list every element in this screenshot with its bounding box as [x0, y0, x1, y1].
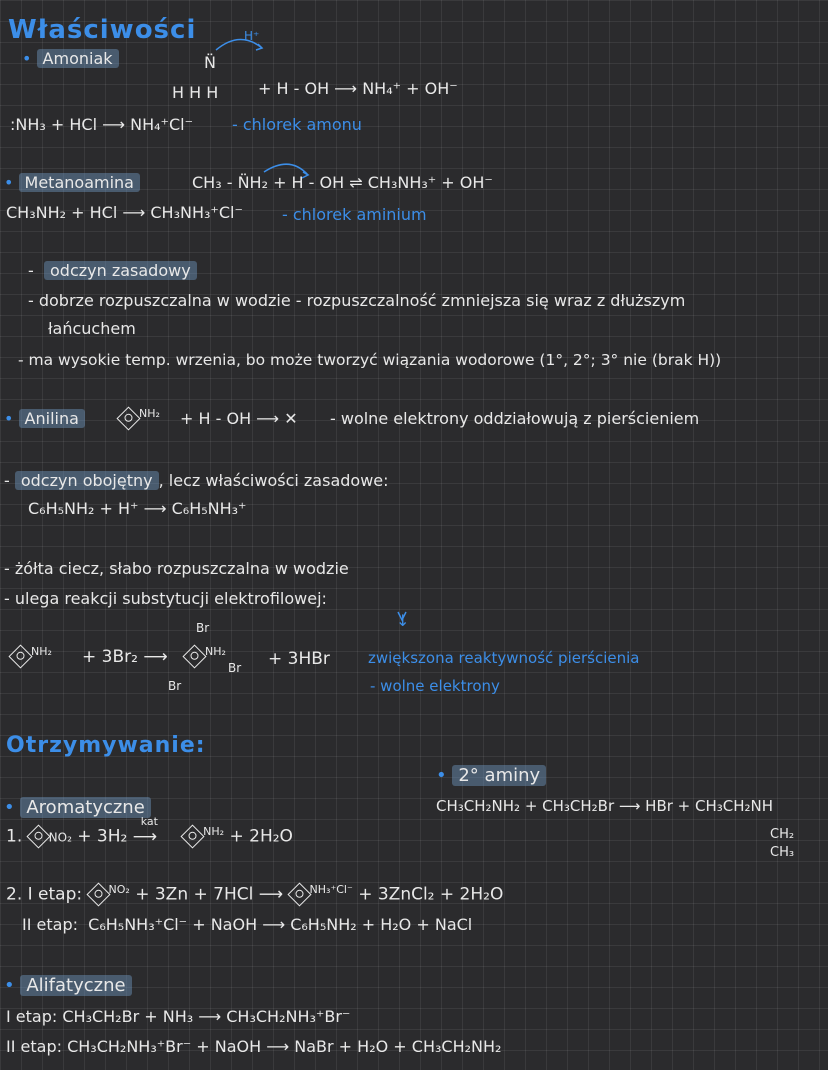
bromination-br-right: Br — [228, 661, 242, 675]
amoniak-reaction: + H - OH ⟶ NH₄⁺ + OH⁻ — [258, 79, 458, 98]
anilina-property-1: - żółta ciecz, słabo rozpuszczalna w wodzie — [4, 559, 349, 578]
benzene-ring-icon — [182, 645, 206, 669]
property-dash-1: - — [28, 261, 34, 280]
benzene-ring-icon — [86, 883, 110, 907]
bromination-reagent: + 3Br₂ ⟶ — [82, 647, 168, 667]
anilina-property-2: - ulega reakcji substytucji elektrofilowej: — [4, 589, 327, 608]
metanoamina-hcl-note: - chlorek aminium — [282, 205, 427, 224]
bromination-br-top: Br — [196, 621, 210, 635]
bromination-note-2: - wolne elektrony — [370, 677, 500, 695]
property-item: - ma wysokie temp. wrzenia, bo może tworzyć wiązania wodorowe (1°, 2°; 3° nie (brak H)) — [18, 351, 722, 369]
amoniak-hcl-note: - chlorek amonu — [232, 115, 362, 134]
property-item: - dobrze rozpuszczalna w wodzie - rozpuszczalność zmniejsza się wraz z dłuższym — [28, 291, 686, 310]
alifatyczne-step-1: I etap: CH₃CH₂Br + NH₃ ⟶ CH₃CH₂NH₃⁺Br⁻ — [6, 1007, 351, 1026]
page-title: Właściwości — [8, 15, 197, 45]
anilina-reaction: + H - OH ⟶ ✕ — [180, 409, 298, 428]
benzene-ring-icon — [287, 883, 311, 907]
aromatyczne-heading: • Aromatyczne — [4, 798, 151, 818]
amoniak-h-atoms: H H H — [172, 83, 219, 102]
bromination-product: NH₂ — [184, 646, 226, 665]
benzene-ring-icon — [8, 645, 32, 669]
aminy2-ch2: CH₂ — [770, 827, 795, 842]
property-item: łańcuchem — [48, 319, 136, 338]
bromination-note-1: zwiększona reaktywność pierścienia — [368, 649, 640, 667]
amoniak-label: Amoniak — [37, 49, 119, 68]
aminy2-ch3: CH₃ — [770, 845, 795, 860]
amoniak-hplus: H⁺ — [244, 29, 260, 43]
anilina-structure: NH₂ — [118, 408, 160, 427]
anilina-protonation: C₆H₅NH₂ + H⁺ ⟶ C₆H₅NH₃⁺ — [28, 499, 247, 518]
alifatyczne-heading: • Alifatyczne — [4, 976, 132, 996]
amoniak-heading: • Amoniak — [22, 50, 119, 68]
bromination-hbr: + 3HBr — [268, 649, 330, 669]
bromination-br-bottom: Br — [168, 679, 182, 693]
anilina-heading: • Anilina — [4, 410, 85, 428]
alifatyczne-step-2: II etap: CH₃CH₂NH₃⁺Br⁻ + NaOH ⟶ NaBr + H₂O + CH₃CH₂NH₂ — [6, 1037, 502, 1056]
bromination-aniline: NH₂ — [10, 646, 52, 665]
benzene-ring-icon — [181, 825, 205, 849]
amoniak-hcl-equation: :NH₃ + HCl ⟶ NH₄⁺Cl⁻ — [10, 115, 194, 134]
otrzymywanie-heading: Otrzymywanie: — [6, 733, 206, 758]
aminy2-equation: CH₃CH₂NH₂ + CH₃CH₂Br ⟶ HBr + CH₃CH₂NH — [436, 797, 774, 815]
anilina-note: - wolne elektrony oddziałowują z pierścieniem — [330, 409, 700, 428]
metanoamina-hcl-equation: CH₃NH₂ + HCl ⟶ CH₃NH₃⁺Cl⁻ — [6, 203, 243, 222]
metanoamina-reaction: CH₃ - N̈H₂ + H - OH ⇌ CH₃NH₃⁺ + OH⁻ — [192, 173, 493, 192]
aminy2-heading: • 2° aminy — [436, 766, 546, 786]
reaction-2-step-1: 2. I etap: $^{NO_2}$ + 3Zn + 7HCl ⟶ $^{NH_3^+Cl^-}$ + 3ZnCl₂ + 2H₂O — [6, 884, 503, 904]
arrow-down-icon: ↓ — [396, 611, 410, 630]
anilina-odczyn: - odczyn obojętny , lecz właściwości zasadowe: — [4, 471, 389, 490]
benzene-ring-icon — [26, 825, 50, 849]
benzene-ring-icon — [116, 407, 140, 431]
property-item: odczyn zasadowy — [44, 262, 197, 280]
metanoamina-label: Metanoamina — [19, 173, 140, 192]
metanoamina-heading: • Metanoamina — [4, 174, 140, 192]
reaction-2-step-2: II etap: C₆H₅NH₃⁺Cl⁻ + NaOH ⟶ C₆H₅NH₂ + H₂O + NaCl — [22, 915, 473, 934]
reaction-1: 1. NO₂ + 3H₂ kat ⟶ $^{NH_2}$ + 2H₂O — [6, 826, 293, 846]
anilina-label: Anilina — [19, 409, 85, 428]
amoniak-n-atom: N̈ — [204, 53, 216, 72]
